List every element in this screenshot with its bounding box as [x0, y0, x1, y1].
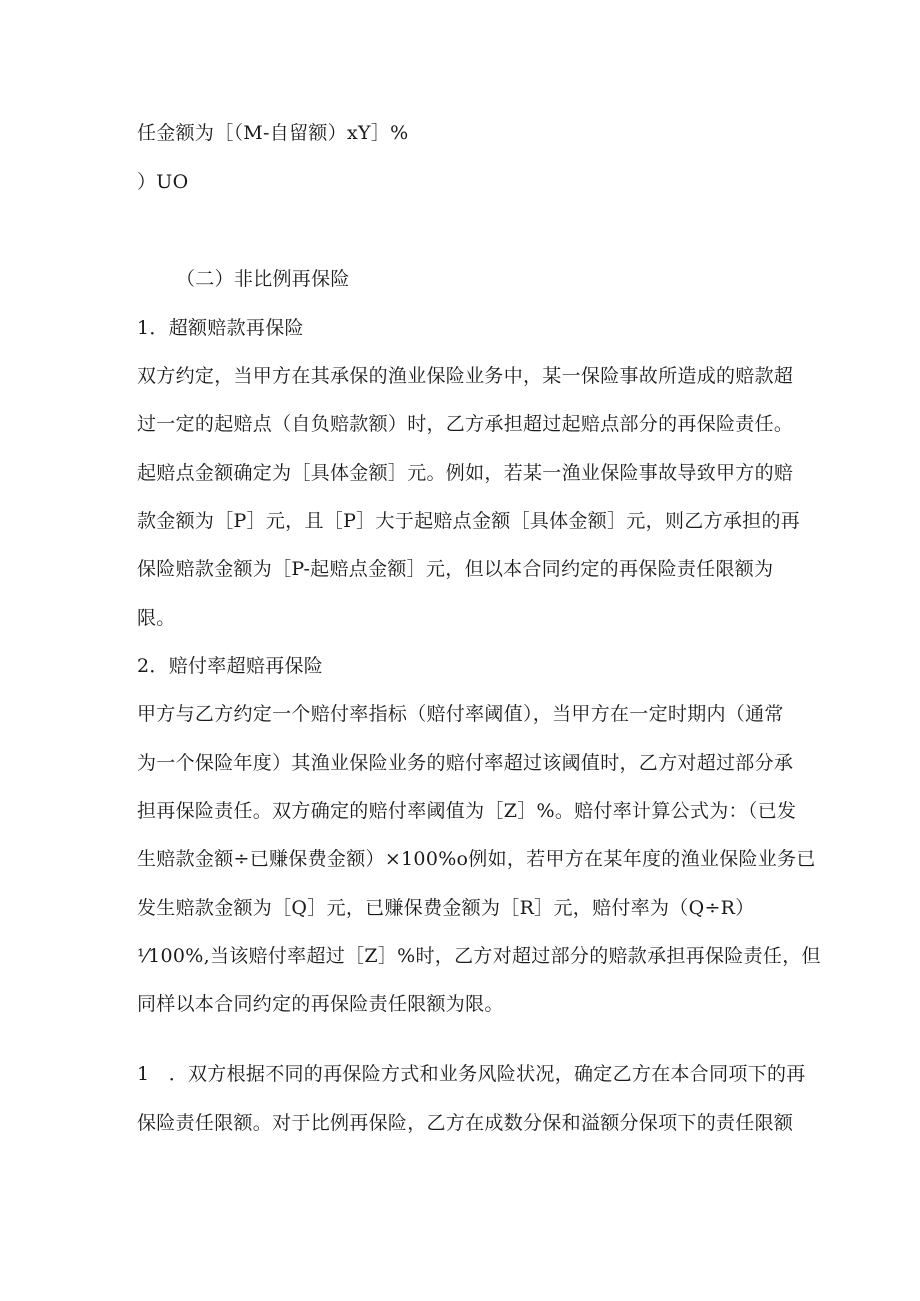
- text-line: 甲方与乙方约定一个赔付率指标（赔付率阈值），当甲方在一定时期内（通常: [137, 703, 784, 725]
- text-line: 1 ．双方根据不同的再保险方式和业务风险状况，确定乙方在本合同项下的再: [137, 1063, 806, 1085]
- text-line: ⅟100%,当该赔付率超过［Z］%时，乙方对超过部分的赔款承担再保险责任，但: [137, 945, 821, 967]
- text-line: 同样以本合同约定的再保险责任限额为限。: [137, 993, 504, 1015]
- text-line: 限。: [137, 607, 176, 629]
- section-heading: （二）非比例再保险: [176, 268, 350, 290]
- text-line: 款金额为［P］元，且［P］大于起赔点金额［具体金额］元，则乙方承担的再: [137, 510, 801, 532]
- text-line: 过一定的起赔点（自负赔款额）时，乙方承担超过起赔点部分的再保险责任。: [137, 413, 794, 435]
- subsection-heading: 1．超额赔款再保险: [137, 317, 304, 339]
- text-line: 起赔点金额确定为［具体金额］元。例如，若某一渔业保险事故导致甲方的赔: [137, 462, 794, 484]
- text-line: 为一个保险年度）其渔业保险业务的赔付率超过该阈值时，乙方对超过部分承: [137, 752, 794, 774]
- text-line: 担再保险责任。双方确定的赔付率阈值为［Z］%。赔付率计算公式为：（已发: [137, 800, 797, 822]
- text-line: 保险责任限额。对于比例再保险，乙方在成数分保和溢额分保项下的责任限额: [137, 1112, 794, 1134]
- subsection-heading: 2．赔付率超赔再保险: [137, 655, 324, 677]
- text-line: 任金额为［（M-自留额）xY］%: [137, 122, 409, 144]
- text-line: 发生赔款金额为［Q］元，已赚保费金额为［R］元，赔付率为（Q÷R）: [137, 897, 755, 919]
- text-line: ）UO: [137, 171, 189, 193]
- text-line: 双方约定，当甲方在其承保的渔业保险业务中，某一保险事故所造成的赔款超: [137, 365, 794, 387]
- text-line: 保险赔款金额为［P-起赔点金额］元，但以本合同约定的再保险责任限额为: [137, 558, 774, 580]
- text-line: 生赔款金额÷已赚保费金额）×100%o例如，若甲方在某年度的渔业保险业务已: [137, 848, 816, 870]
